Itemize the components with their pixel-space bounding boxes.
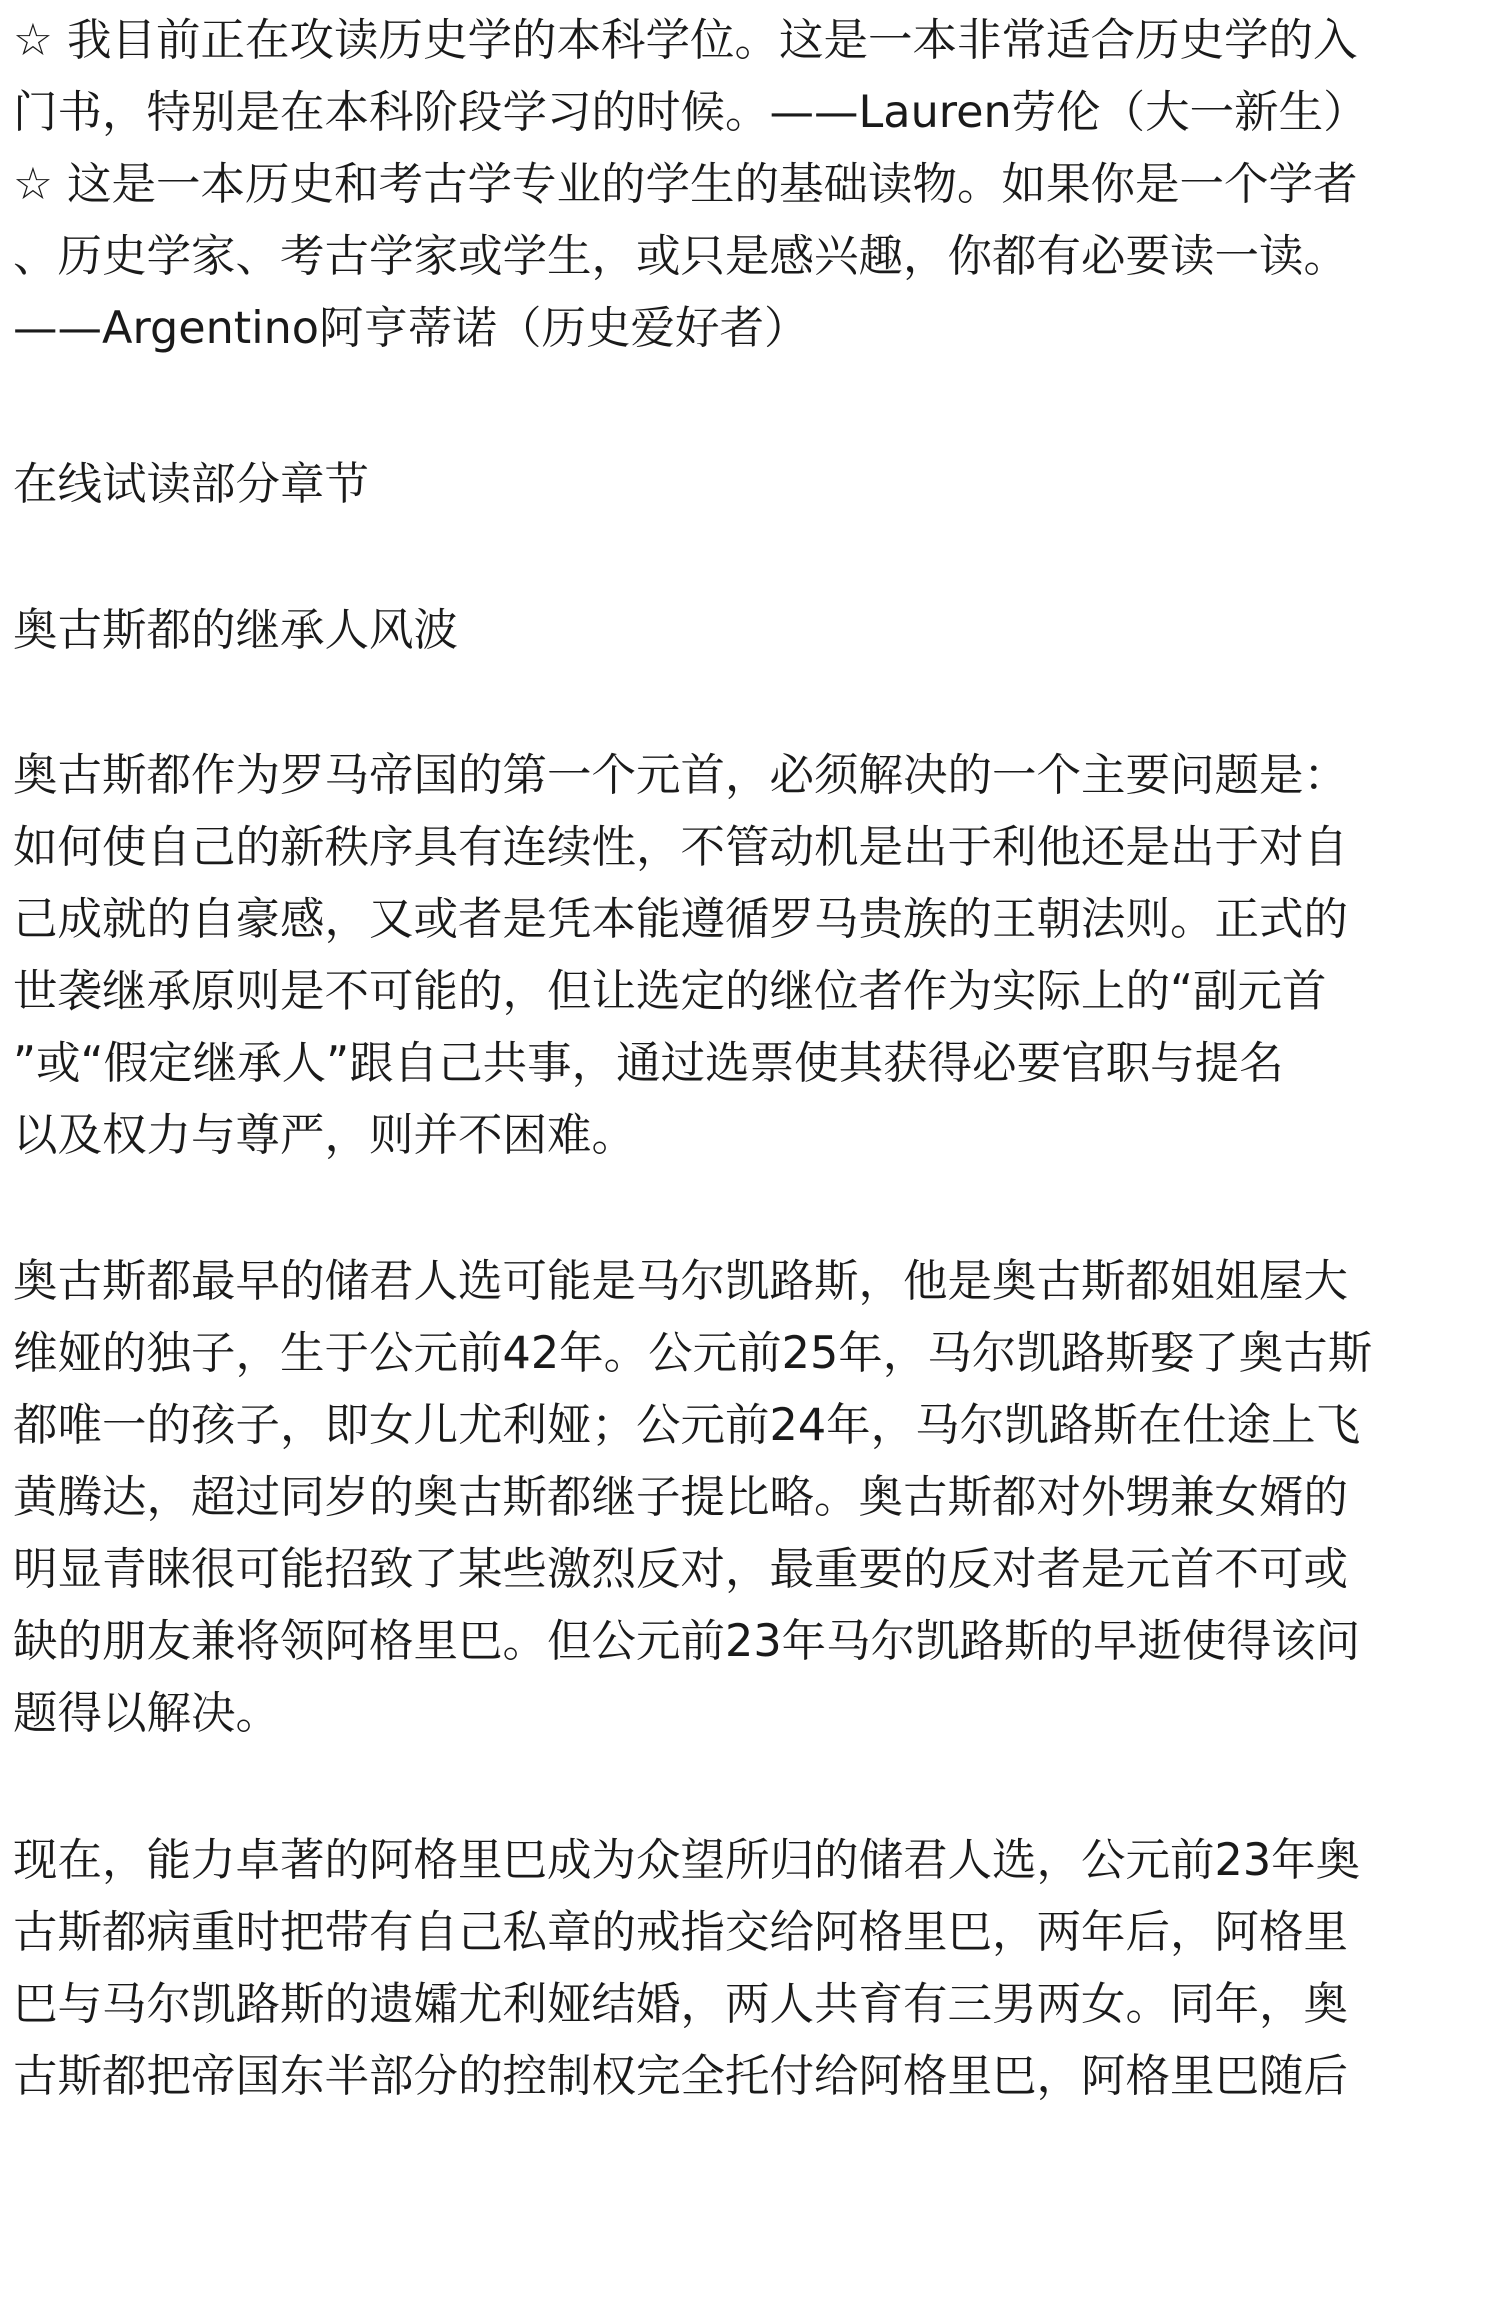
text-line: 奥古斯都作为罗马帝国的第一个元首，必须解决的一个主要问题是： (13, 750, 1349, 801)
section-heading-text: 在线试读部分章节 (13, 459, 370, 510)
text-line: 古斯都病重时把带有自己私章的戒指交给阿格里巴，两年后，阿格里 (13, 1907, 1349, 1958)
text-line: 黄腾达，超过同岁的奥古斯都继子提比略。奥古斯都对外甥兼女婿的 (13, 1472, 1349, 1523)
text-line: 维娅的独子，生于公元前42年。公元前25年，马尔凯路斯娶了奥古斯 (13, 1328, 1373, 1379)
text-line: 都唯一的孩子，即女儿尤利娅；公元前24年，马尔凯路斯在仕途上飞 (13, 1400, 1361, 1451)
text-line: 如何使自己的新秩序具有连续性，不管动机是出于利他还是出于对自 (13, 822, 1349, 873)
text-line: 己成就的自豪感，又或者是凭本能遵循罗马贵族的王朝法则。正式的 (13, 894, 1349, 945)
text-line: ——Argentino阿亨蒂诺（历史爱好者） (13, 303, 809, 354)
text-line: 古斯都把帝国东半部分的控制权完全托付给阿格里巴，阿格里巴随后 (13, 2051, 1349, 2102)
text-line: 以及权力与尊严，则并不困难。 (13, 1110, 637, 1161)
text-line: 明显青睐很可能招致了某些激烈反对，最重要的反对者是元首不可或 (13, 1544, 1349, 1595)
text-line: 题得以解决。 (13, 1688, 281, 1739)
text-line: ”或“假定继承人”跟自己共事，通过选票使其获得必要官职与提名 (13, 1038, 1284, 1089)
paragraph-1 (13, 740, 1489, 1172)
text-line: ☆ 我目前正在攻读历史学的本科学位。这是一本非常适合历史学的入 (13, 15, 1358, 66)
text-line: 、历史学家、考古学家或学生，或只是感兴趣，你都有必要读一读。 (13, 231, 1349, 282)
text-line: 现在，能力卓著的阿格里巴成为众望所归的储君人选，公元前23年奥 (13, 1835, 1361, 1886)
chapter-title (13, 595, 1489, 667)
text-line: ☆ 这是一本历史和考古学专业的学生的基础读物。如果你是一个学者 (13, 159, 1358, 210)
text-line: 巴与马尔凯路斯的遗孀尤利娅结婚，两人共育有三男两女。同年，奥 (13, 1979, 1349, 2030)
text-line: 世袭继承原则是不可能的，但让选定的继位者作为实际上的“副元首 (13, 966, 1327, 1017)
text-line: 缺的朋友兼将领阿格里巴。但公元前23年马尔凯路斯的早逝使得该问 (13, 1616, 1361, 1667)
text-line: 奥古斯都最早的储君人选可能是马尔凯路斯，他是奥古斯都姐姐屋大 (13, 1256, 1349, 1307)
paragraph-2 (13, 1246, 1489, 1750)
review-argentino (13, 149, 1489, 365)
chapter-title-text: 奥古斯都的继承人风波 (13, 605, 459, 656)
text-line: 门书，特别是在本科阶段学习的时候。——Lauren劳伦（大一新生） (13, 87, 1368, 138)
review-lauren (13, 5, 1489, 149)
section-heading (13, 449, 1489, 521)
paragraph-3 (13, 1825, 1489, 2113)
